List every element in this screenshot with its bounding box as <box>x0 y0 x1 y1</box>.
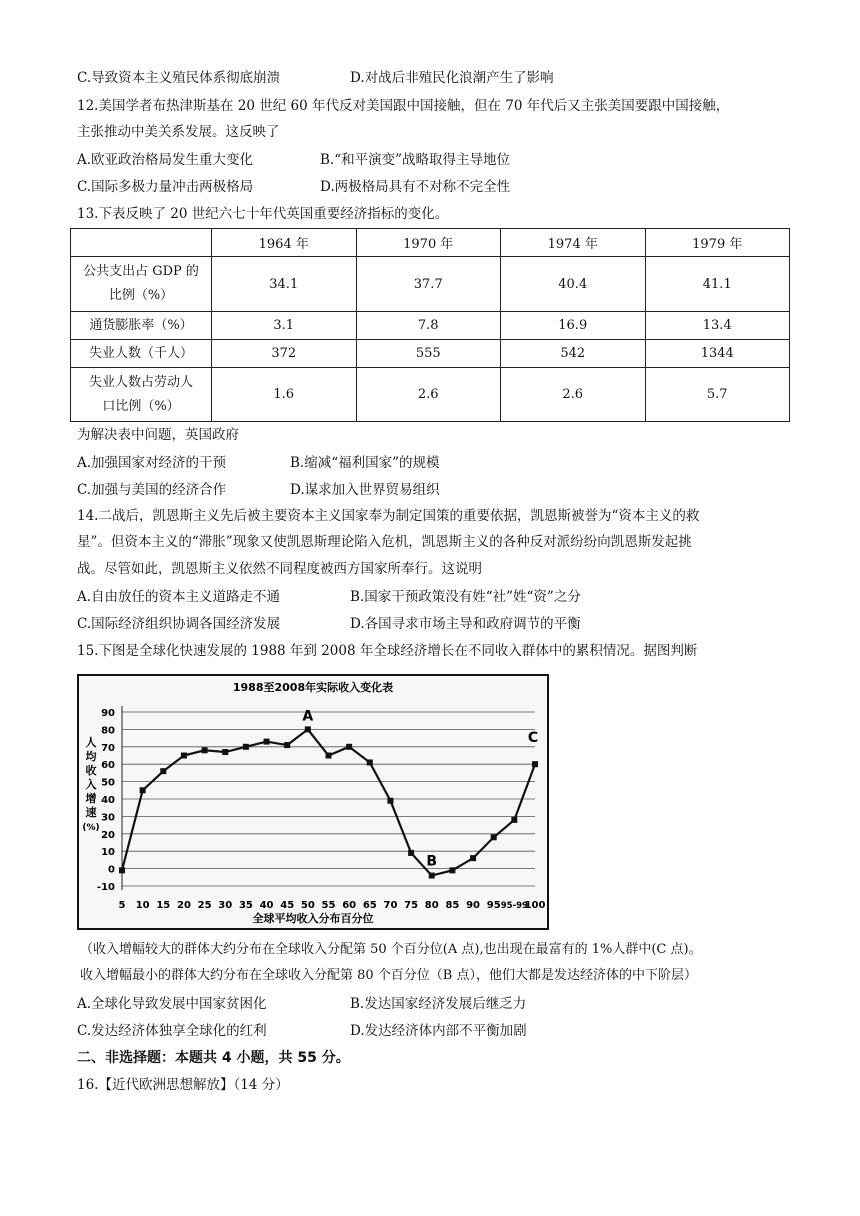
q14-option-d: D.各国寻求市场主导和政府调节的平衡 <box>350 616 581 632</box>
x-tick-label: 70 <box>383 900 398 911</box>
x-tick-label: 30 <box>218 900 233 911</box>
table-row <box>71 340 790 368</box>
q12-option-a: A.欧亚政治格局发生重大变化 <box>77 152 254 168</box>
table-cell: 41.1 <box>645 257 790 312</box>
y-tick-label: -10 <box>96 882 115 893</box>
table-header-cell <box>71 229 212 257</box>
table-row-label <box>71 257 212 312</box>
y-tick-label: 90 <box>101 708 115 719</box>
data-point <box>326 753 332 759</box>
table-cell: 13.4 <box>645 312 790 340</box>
y-tick-label: 60 <box>101 760 115 772</box>
chart-title: 1988至2008年实际收入变化表 <box>232 681 394 694</box>
q15-note-line2: 收入增幅最小的群体大约分布在全球收入分配第 80 个百分位（B 点），他们大都是发达经济体的中下阶层） <box>80 968 697 983</box>
data-point <box>532 761 538 767</box>
x-tick-label: 95-99 <box>500 901 528 911</box>
y-tick-label: 20 <box>101 829 115 841</box>
y-axis-label-char: 人 <box>85 736 97 749</box>
q12-option-c: C.国际多极力量冲击两极格局 <box>77 179 254 195</box>
table-cell: 5.7 <box>645 368 790 422</box>
x-tick-label: 45 <box>280 900 295 911</box>
y-tick-label: 30 <box>101 812 115 824</box>
x-tick-label: 40 <box>259 900 274 911</box>
y-tick-label: 10 <box>101 847 115 859</box>
table-cell: 2.6 <box>501 368 646 422</box>
table-header-cell: 1964 年 <box>212 229 357 257</box>
q13-question: 为解决表中问题，英国政府 <box>77 427 239 443</box>
y-axis-label-char: 速 <box>85 806 97 819</box>
q13-stem: 13.下表反映了 20 世纪六七十年代英国重要经济指标的变化。 <box>77 206 449 222</box>
data-point <box>222 749 228 755</box>
data-point <box>181 753 187 759</box>
data-point <box>408 850 414 856</box>
section-heading: 二、非选择题：本题共 4 小题，共 55 分。 <box>77 1050 350 1066</box>
y-tick-label: 70 <box>101 742 115 754</box>
y-axis-label-char: 收 <box>85 764 97 777</box>
table-row-label: 失业人数（千人） <box>71 340 212 368</box>
row-label-line1: 公共支出占 GDP 的 <box>83 264 199 279</box>
data-point <box>491 834 497 840</box>
table-row-label <box>71 368 212 422</box>
q14-option-b: B.国家干预政策没有姓“社”姓“资”之分 <box>350 589 581 605</box>
data-point <box>387 798 393 804</box>
q15-option-a: A.全球化导致发展中国家贫困化 <box>77 996 267 1012</box>
x-tick-label: 60 <box>342 900 357 911</box>
x-tick-label: 5 <box>118 900 126 911</box>
q12-option-b: B.“和平演变”战略取得主导地位 <box>320 152 511 168</box>
table-cell: 2.6 <box>356 368 501 422</box>
table-row-label: 通货膨胀率（%） <box>71 312 212 340</box>
data-point <box>429 873 435 879</box>
data-point <box>367 759 373 765</box>
data-point <box>346 744 352 750</box>
income-growth-chart <box>77 674 549 930</box>
data-point <box>511 817 517 823</box>
q11-option-d: D.对战后非殖民化浪潮产生了影响 <box>350 70 554 86</box>
table-cell: 7.8 <box>356 312 501 340</box>
table-cell: 542 <box>501 340 646 368</box>
data-point <box>202 747 208 753</box>
x-tick-label: 50 <box>300 900 315 911</box>
table-cell: 37.7 <box>356 257 501 312</box>
data-point <box>284 742 290 748</box>
x-tick-label: 75 <box>404 900 419 911</box>
data-point <box>470 855 476 861</box>
x-tick-label: 65 <box>362 900 377 911</box>
data-point <box>305 726 311 732</box>
data-point <box>119 867 125 873</box>
q15-stem: 15.下图是全球化快速发展的 1988 年到 2008 年全球经济增长在不同收入群体中的累积情况。据图判断 <box>77 643 698 659</box>
table-row <box>71 257 790 312</box>
table-cell: 555 <box>356 340 501 368</box>
q14-stem-line3: 战。尽管如此，凯恩斯主义依然不同程度被西方国家所奉行。这说明 <box>77 561 482 577</box>
q12-option-d: D.两极格局具有不对称不完全性 <box>320 179 511 195</box>
y-tick-label: 80 <box>101 725 115 737</box>
x-tick-label: 35 <box>238 900 253 911</box>
y-tick-label: 0 <box>108 864 115 876</box>
table-cell: 1344 <box>645 340 790 368</box>
q14-stem-line1: 14.二战后，凯恩斯主义先后被主要资本主义国家奉为制定国策的重要依据，凯恩斯被誉为“资本主义的救 <box>77 508 700 524</box>
table-row <box>71 312 790 340</box>
q13-option-b: B.缩减“福利国家”的规模 <box>290 455 440 471</box>
y-tick-label: 40 <box>101 795 115 806</box>
chart-x-axis-label: 全球平均收入分布百分位 <box>252 912 374 925</box>
y-axis-label-char: 入 <box>85 778 97 791</box>
row-label-line2: 比例（%） <box>108 288 174 303</box>
q16-heading: 16.【近代欧洲思想解放】（14 分） <box>77 1077 289 1093</box>
q13-option-d: D.谋求加入世界贸易组织 <box>290 482 440 498</box>
x-tick-label: 80 <box>424 900 439 911</box>
data-point <box>264 739 270 745</box>
q11-option-c: C.导致资本主义殖民体系彻底崩溃 <box>77 70 281 86</box>
y-axis-label-char: 增 <box>85 792 97 805</box>
x-tick-label: 20 <box>176 900 191 911</box>
table-header-cell: 1970 年 <box>356 229 501 257</box>
chart-annotation: B <box>426 853 438 870</box>
table-header-cell: 1979 年 <box>645 229 790 257</box>
economic-indicators-table <box>70 228 790 422</box>
x-tick-label: 95 <box>486 900 501 911</box>
table-cell: 372 <box>212 340 357 368</box>
q14-option-c: C.国际经济组织协调各国经济发展 <box>77 616 281 632</box>
q12-stem-line1: 12.美国学者布热津斯基在 20 世纪 60 年代反对美国跟中国接触，但在 70 年代后又主张美国要跟中国接触， <box>77 98 730 114</box>
data-point <box>140 787 146 793</box>
q15-option-b: B.发达国家经济发展后继乏力 <box>350 996 527 1012</box>
x-tick-label: 55 <box>321 900 336 911</box>
x-tick-label: 85 <box>445 900 460 911</box>
chart-svg <box>77 674 549 930</box>
q13-option-a: A.加强国家对经济的干预 <box>77 455 227 471</box>
table-header-row <box>71 229 790 257</box>
y-axis-label-char: 均 <box>85 750 97 763</box>
x-tick-label: 25 <box>197 900 212 911</box>
table-cell: 1.6 <box>212 368 357 422</box>
table-header-cell: 1974 年 <box>501 229 646 257</box>
data-point <box>449 867 455 873</box>
x-tick-label: 10 <box>135 900 150 911</box>
q14-option-a: A.自由放任的资本主义道路走不通 <box>77 589 281 605</box>
q15-option-c: C.发达经济体独享全球化的红利 <box>77 1023 267 1039</box>
x-tick-label: 100 <box>524 900 546 911</box>
y-tick-label: 50 <box>101 777 115 789</box>
table-cell: 34.1 <box>212 257 357 312</box>
q15-option-d: D.发达经济体内部不平衡加剧 <box>350 1023 527 1039</box>
x-tick-label: 90 <box>466 900 481 911</box>
chart-annotation: C <box>527 730 539 747</box>
row-label-line1: 失业人数占劳动人 <box>88 374 193 390</box>
q13-option-c: C.加强与美国的经济合作 <box>77 482 227 498</box>
table-cell: 3.1 <box>212 312 357 340</box>
data-point <box>160 768 166 774</box>
table-cell: 40.4 <box>501 257 646 312</box>
q14-stem-line2: 星”。但资本主义的“滞胀”现象又使凯恩斯理论陷入危机，凯恩斯主义的各种反对派纷纷向凯恩斯发起挑 <box>77 534 692 550</box>
data-point <box>243 744 249 750</box>
row-label-line2: 口比例（%） <box>102 398 180 414</box>
table-row <box>71 368 790 422</box>
y-axis-label-char: (%) <box>82 823 100 833</box>
table-cell: 16.9 <box>501 312 646 340</box>
chart-annotation: A <box>302 708 314 725</box>
q12-stem-line2: 主张推动中美关系发展。这反映了 <box>77 124 280 140</box>
x-tick-label: 15 <box>156 900 171 911</box>
q15-note-line1: （收入增幅较大的群体大约分布在全球收入分配第 50 个百分位(A 点),也出现在最富有的 1%人群中(C 点)。 <box>80 942 702 957</box>
